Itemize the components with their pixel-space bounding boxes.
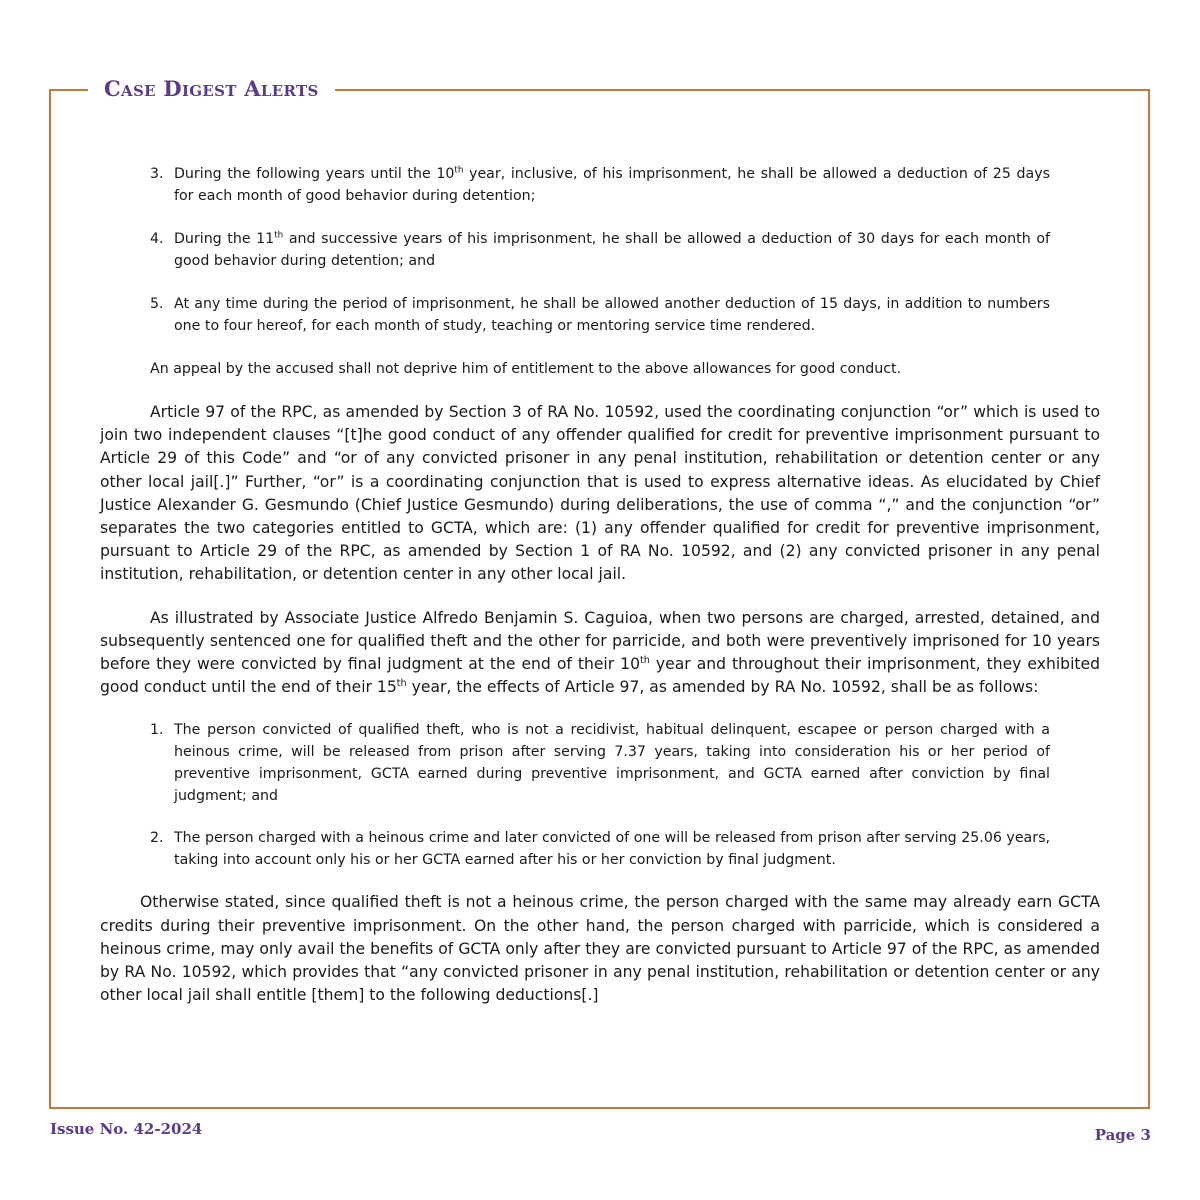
paragraph-text-part: year and throughout their imprisonment, they exhibited good conduct until the end of their 15 bbox=[100, 655, 1101, 697]
page-header-title: Case Digest Alerts bbox=[88, 74, 335, 104]
list-item bbox=[150, 163, 1050, 207]
list-item bbox=[150, 293, 1050, 337]
list-number: 2. bbox=[150, 830, 164, 847]
superscript: th bbox=[454, 165, 464, 176]
paragraph-text-part: As illustrated by Associate Justice Alfredo Benjamin S. Caguioa, when two persons are charged, arrested, detained, and subsequently sentenced one for qualified theft and the other for parricide, and both were preventively imprisoned for 10 years before they were convicted by final judgment at the end of their 10 bbox=[100, 608, 1100, 674]
list-text-part: During the 11 bbox=[174, 231, 275, 247]
list-text-part: year, inclusive, of his imprisonment, he shall be allowed a deduction of 25 days for each month of good behavior during detention; bbox=[174, 166, 1050, 204]
list-text: At any time during the period of imprisonment, he shall be allowed another deduction of 15 days, in addition to numbers one to four hereof, for each month of study, teaching or mentoring service time rendered. bbox=[174, 296, 1050, 334]
paragraph-conclusion: Otherwise stated, since qualified theft is not a heinous crime, the person charged with the same may already earn GCTA credits during their preventive imprisonment. On the other hand, the person charged with parricide, which is considered a heinous crime, may only avail the benefits of GCTA only after they are convicted pursuant to Article 97 of the RPC, as amended by RA No. 10592, which provides that “any convicted prisoner in any penal institution, rehabilitation or detention center or any other local jail shall entitle [them] to the following deductions[.] bbox=[100, 893, 1100, 1005]
good-conduct-list bbox=[100, 163, 1100, 337]
list-text-part: During the following years until the 10 bbox=[174, 166, 455, 182]
paragraph-text-part: year, the effects of Article 97, as amended by RA No. 10592, shall be as follows: bbox=[406, 678, 1039, 697]
superscript: th bbox=[640, 654, 650, 666]
list-number: 3. bbox=[150, 166, 164, 182]
list-text: The person charged with a heinous crime and later convicted of one will be released from prison after serving 25.06 years, taking into account only his or her GCTA earned after his or her conviction by final judgment. bbox=[174, 830, 1050, 869]
paragraph-illustration bbox=[100, 607, 1100, 700]
list-item bbox=[150, 228, 1050, 272]
list-number: 4. bbox=[150, 231, 164, 247]
list-number: 5. bbox=[150, 296, 164, 312]
footer-issue-number: Issue No. 42-2024 bbox=[50, 1120, 203, 1138]
appeal-note: An appeal by the accused shall not deprive him of entitlement to the above allowances for good conduct. bbox=[150, 361, 902, 377]
main-content bbox=[100, 163, 1100, 1027]
effects-list bbox=[100, 719, 1100, 871]
superscript: th bbox=[396, 678, 407, 690]
footer-page-number: Page 3 bbox=[1094, 1126, 1151, 1144]
paragraph-article-97: Article 97 of the RPC, as amended by Section 3 of RA No. 10592, used the coordinating conjunction “or” which is used to join two independent clauses “[t]he good conduct of any offender qualified for credit for preventive imprisonment pursuant to Article 29 of this Code” and “or of any convicted prisoner in any penal institution, rehabilitation or detention center or any other local jail[.]” Further, “or” is a coordinating conjunction that is used to express alternative ideas. As elucidated by Chief Justice Alexander G. Gesmundo (Chief Justice Gesmundo) during deliberations, the use of comma “,” and the conjunction “or” separates the two categories entitled to GCTA, which are: (1) any offender qualified for credit for preventive imprisonment, pursuant to Article 29 of the RPC, as amended by Section 1 of RA No. 10592, and (2) any convicted prisoner in any penal institution, rehabilitation, or detention center in any other local jail. bbox=[100, 403, 1100, 584]
list-number: 1. bbox=[150, 722, 164, 739]
list-item bbox=[150, 827, 1050, 871]
list-text-part: and successive years of his imprisonment, he shall be allowed a deduction of 30 days for each month of good behavior during detention; and bbox=[174, 231, 1050, 269]
list-text: The person convicted of qualified theft, who is not a recidivist, habitual delinquent, escapee or person charged with a heinous crime, will be released from prison after serving 7.37 years, taking into consideration his or her period of preventive imprisonment, GCTA earned during preventive imprisonment, and GCTA earned after conviction by final judgment; and bbox=[174, 722, 1050, 805]
list-item bbox=[150, 719, 1050, 807]
superscript: th bbox=[274, 230, 284, 241]
